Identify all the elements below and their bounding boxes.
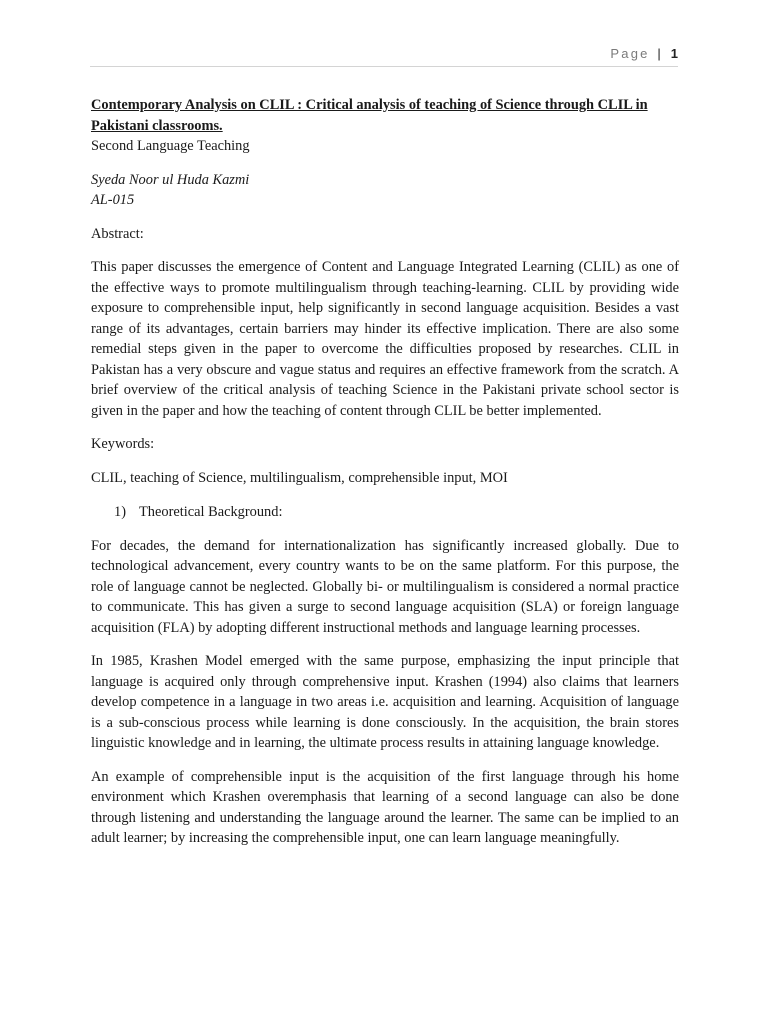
page-separator: |	[657, 46, 663, 61]
section-heading	[91, 502, 679, 523]
paragraph: In 1985, Krashen Model emerged with the same purpose, emphasizing the input principle that language is acquired only through comprehensive input. Krashen (1994) also claims that learners develop competence in a language in two areas i.e. acquisition and learning. Acquisition of language is a sub-conscious process while learning is done consciously. In the acquisition, the brain stores linguistic knowledge and in learning, the ultimate process results in attaining language knowledge.	[91, 653, 679, 751]
abstract-text: This paper discusses the emergence of Content and Language Integrated Learning (CLIL) as one of the effective ways to promote multilingualism through teaching-learning. CLIL by providing wide exposure to comprehensible input, help significantly in second language acquisition. Besides a vast range of its advantages, certain barriers may hinder its effective implication. There are also some remedial steps given in the paper to overcome the difficulties proposed by researches. CLIL in Pakistan has a very obscure and vague status and requires an effective framework from the scratch. A brief overview of the critical analysis of teaching Science in the Pakistani private school sector is given in the paper and how the teaching of content through CLIL be better implemented.	[91, 259, 679, 419]
keywords-heading: Keywords:	[91, 436, 155, 452]
page-header	[610, 46, 678, 61]
keywords-text: CLIL, teaching of Science, multilingualism, comprehensible input, MOI	[91, 469, 508, 486]
document-title: Contemporary Analysis on CLIL : Critical analysis of teaching of Science through CLIL in Pakistani classrooms.	[91, 97, 648, 134]
page-label: Page	[610, 46, 650, 61]
abstract-heading: Abstract:	[91, 225, 144, 242]
paragraph: An example of comprehensible input is the acquisition of the first language through his home environment which Krashen overemphasis that learning of a second language can also be done through listening and understanding the language around the learner. The same can be implied to an adult learner; by increasing the comprehensible input, one can learn language meaningfully.	[91, 768, 679, 846]
section-title: Theoretical Background:	[139, 504, 283, 520]
page-number: 1	[670, 46, 678, 61]
paragraph: For decades, the demand for internationalization has significantly increased globally. Due to technological advancement, every country wants to be on the same platform. For this purpose, the role of language cannot be neglected. Globally bi- or multilingualism is considered a normal practice to communicate. This has given a surge to second language acquisition (SLA) or foreign language acquisition (FLA) by adopting different instructional methods and language learning processes.	[91, 537, 679, 636]
document-subtitle: Second Language Teaching	[91, 138, 250, 154]
document-body	[91, 95, 679, 849]
author-id: AL-015	[91, 192, 135, 208]
author-name: Syeda Noor ul Huda Kazmi	[91, 171, 250, 188]
section-number: 1)	[114, 504, 126, 520]
header-divider	[90, 66, 678, 67]
